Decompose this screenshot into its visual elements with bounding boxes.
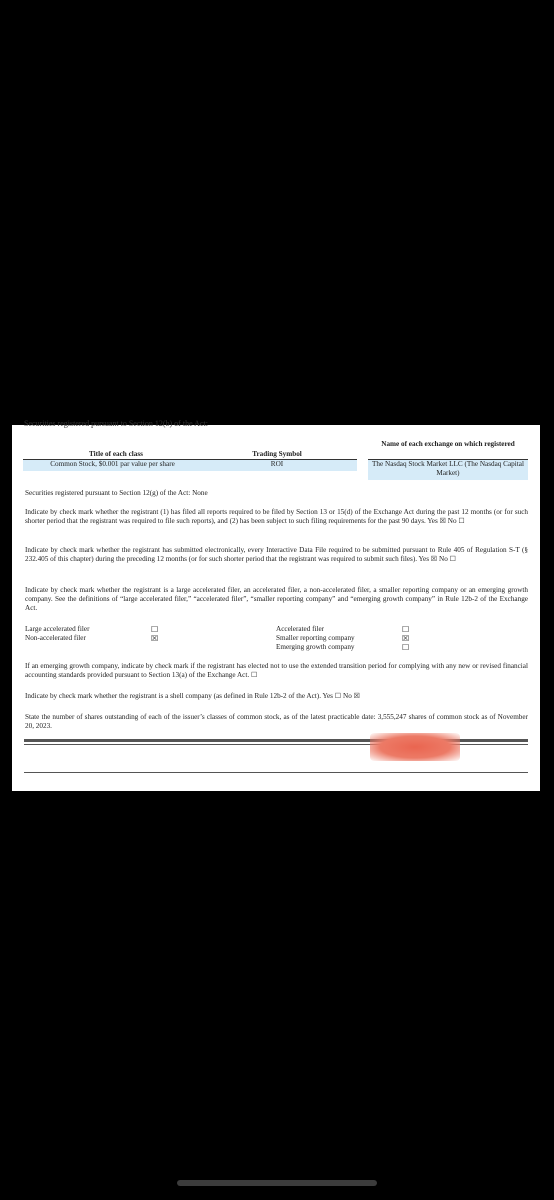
shell-company-text: Indicate by check mark whether the registrant is a shell company (as defined in Rule 12b-2 of the Act). Yes ☐ No ☒ (25, 692, 361, 700)
section-divider (24, 772, 528, 773)
table-cell-symbol: ROI (197, 460, 357, 471)
large-accelerated-filer-label: Large accelerated filer (25, 625, 90, 633)
table-header-title: Title of each class (89, 450, 143, 458)
smaller-reporting-company-checkbox[interactable]: ☒ (402, 634, 410, 643)
section-12g-text: Securities registered pursuant to Section 12(g) of the Act: None (25, 489, 208, 497)
filer-status-text: Indicate by check mark whether the registrant is a large accelerated filer, an accelerated filer, a non-accelerated filer, a smaller reporting company or an emerging growth company. See the definitions of “large accelerated filer,” “accelerated filer”, “smaller reporting company” and “emerging growth company” in Rule 12b-2 of the Exchange Act. (25, 586, 528, 612)
accelerated-filer-checkbox[interactable]: ☐ (402, 625, 410, 634)
large-accelerated-filer-checkbox[interactable]: ☐ (151, 625, 159, 634)
smaller-reporting-company-label: Smaller reporting company (276, 634, 355, 642)
emerging-growth-company-checkbox[interactable]: ☐ (402, 643, 410, 652)
accelerated-filer-label: Accelerated filer (276, 625, 325, 633)
emerging-growth-election-text: If an emerging growth company, indicate by check mark if the registrant has elected not to use the extended transition period for complying with any new or revised financial accounting standards provided pursuant to Section 13(a) of the Exchange Act. ☐ (25, 662, 528, 679)
interactive-data-text: Indicate by check mark whether the registrant has submitted electronically, every Interactive Data File required to be submitted pursuant to Rule 405 of Regulation S-T (§ 232.405 of this chapter) during the preceding 12 months (or for such shorter period that the registrant was required to submit such files). Yes ☒ No ☐ (25, 546, 528, 563)
section-12b-heading: Securities registered pursuant to Section 12(b) of the Act: (24, 419, 208, 428)
shares-outstanding-text: State the number of shares outstanding of each of the issuer’s classes of common stock, as of the latest practicable date: 3,555,247 shares of common stock as of November 20, 2023. (25, 713, 528, 730)
table-header-symbol: Trading Symbol (252, 450, 302, 458)
non-accelerated-filer-label: Non-accelerated filer (25, 634, 86, 642)
table-header-exchange: Name of each exchange on which registered (381, 440, 515, 448)
reports-filed-text: Indicate by check mark whether the registrant (1) has filed all reports required to be filed by Section 13 or 15(d) of the Exchange Act during the past 12 months (or for such shorter period that the registrant was required to file such reports), and (2) has been subject to such filing requirements for the past 90 days. Yes ☒ No ☐ (25, 508, 528, 525)
document-page (12, 419, 540, 791)
non-accelerated-filer-checkbox[interactable]: ☒ (151, 634, 159, 643)
home-indicator[interactable] (177, 1180, 377, 1186)
redaction-mark (370, 733, 460, 761)
emerging-growth-company-label: Emerging growth company (276, 643, 355, 651)
table-cell-exchange: The Nasdaq Stock Market LLC (The Nasdaq Capital Market) (368, 460, 528, 480)
table-cell-title: Common Stock, $0.001 par value per share (23, 460, 202, 471)
